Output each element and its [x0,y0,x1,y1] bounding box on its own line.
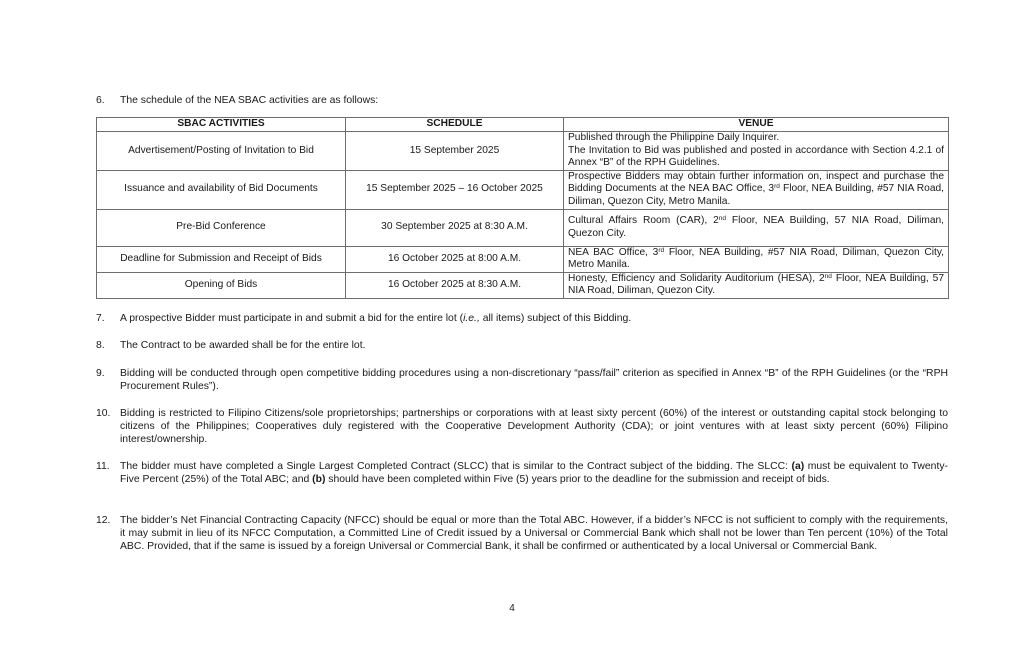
header-venue: VENUE [564,118,949,132]
venue-text: Floor, NEA Building, #57 NIA Road, Diliman, Quezon City, Metro Manila. [568,183,944,207]
bold-text: (b) [312,473,326,485]
venue-text: Floor, NEA Building, 57 NIA Road, Diliman, Quezon City. [568,214,944,239]
venue-text: Cultural Affairs Room (CAR), 2 [568,214,719,226]
list-item-12 [96,515,948,554]
table-row [97,246,949,272]
venue-cell [564,209,949,246]
header-schedule: SCHEDULE [346,118,564,132]
item-number: 9. [96,368,105,379]
item-text: The bidder’s Net Financial Contracting Capacity (NFCC) should be equal or more than the Total ABC. However, if a bidder’s NFCC is not sufficient to comply with the requirements, it may submit in lieu of its NFCC Computation, a Committed Line of Credit issued by a Universal or Commercial Bank which shall not be lower than Ten percent (10%) of the Total ABC. Provided, that if the same is issued by a foreign Universal or Commercial Bank, it shall be confirmed or authenticated by a local Universal or Commercial Bank. [120,515,948,552]
venue-cell [564,170,949,209]
venue-cell [564,132,949,171]
activity-cell: Pre-Bid Conference [97,209,346,246]
venue-cell [564,272,949,298]
sbac-schedule-table [96,117,949,299]
venue-line: Published through the Philippine Daily Inquirer. [568,132,780,143]
ordinal-suffix: rd [774,183,780,191]
item-number: 6. [96,95,105,106]
schedule-cell: 30 September 2025 at 8:30 A.M. [346,209,564,246]
venue-text: Floor, NEA Building, #57 NIA Road, Diliman, Quezon City, Metro Manila. [568,246,944,271]
table-row [97,170,949,209]
schedule-cell: 15 September 2025 [346,132,564,171]
activity-cell: Advertisement/Posting of Invitation to Bid [97,132,346,171]
venue-text: Floor, NEA Building, 57 NIA Road, Diliman, Quezon City. [568,272,944,297]
list-item-11 [96,461,948,487]
list-item-7 [96,313,948,326]
venue-text: Honesty, Efficiency and Solidarity Auditorium (HESA), 2 [568,272,825,284]
item-text: The schedule of the NEA SBAC activities are as follows: [120,95,379,106]
item-text [120,313,948,326]
ordinal-suffix: nd [824,272,832,280]
text-run: A prospective Bidder must participate in and submit a bid for the entire lot ( [120,313,464,324]
item-text: Bidding is restricted to Filipino Citizens/sole proprietorships; partnerships or corporations with at least sixty percent (60%) of the interest or outstanding capital stock belonging to citizens of the Philippines; Cooperatives duly registered with the Cooperative Development Authority (CDA); or joint ventures with at least sixty percent (60%) Filipino interest/ownership. [120,408,948,445]
activity-cell: Issuance and availability of Bid Documents [97,170,346,209]
table-row [97,132,949,171]
ordinal-suffix: nd [718,214,727,222]
item-number: 8. [96,340,105,351]
list-item-9 [96,368,948,394]
text-run: all items) subject of this Bidding. [479,313,632,324]
item-number: 10. [96,408,111,419]
activity-cell: Deadline for Submission and Receipt of Bids [97,246,346,272]
text-run: should have been completed within Five (5) years prior to the deadline for the submission and receipt of bids. [325,473,830,485]
venue-text: Prospective Bidders may obtain further information on, inspect and purchase the Bidding Documents at the NEA BAC Office, 3 [568,170,944,195]
list-item-6 [96,95,948,108]
schedule-cell: 16 October 2025 at 8:30 A.M. [346,272,564,298]
table-row [97,209,949,246]
text-run: must be equivalent to Twenty-Five Percent (25%) of the Total ABC; and [120,461,948,485]
venue-text: NEA BAC Office, 3 [568,246,659,258]
italic-text: i.e., [463,313,480,324]
item-text: Bidding will be conducted through open competitive bidding procedures using a non-discretionary “pass/fail” criterion as specified in Annex “B” of the RPH Guidelines (or the “RPH Procurement Rules”). [120,368,948,392]
venue-line: The Invitation to Bid was published and posted in accordance with Section 4.2.1 of Annex “B” of the RPH Guidelines. [568,144,944,169]
schedule-cell: 16 October 2025 at 8:00 A.M. [346,246,564,272]
header-sbac-activities: SBAC ACTIVITIES [97,118,346,132]
text-run: The bidder must have completed a Single Largest Completed Contract (SLCC) that is similar to the Contract subject of the bidding. The SLCC: [120,461,792,472]
activity-cell: Opening of Bids [97,272,346,298]
table-header-row [97,118,949,132]
item-text [120,461,948,487]
page-number: 4 [509,603,515,614]
item-number: 12. [96,515,111,526]
bold-text: (a) [791,461,805,472]
venue-cell [564,246,949,272]
item-number: 7. [96,313,105,324]
table-row [97,272,949,298]
schedule-cell: 15 September 2025 – 16 October 2025 [346,170,564,209]
list-item-10 [96,408,948,447]
item-number: 11. [96,461,110,472]
item-text: The Contract to be awarded shall be for the entire lot. [120,340,366,351]
ordinal-suffix: rd [658,246,665,254]
list-item-8 [96,340,948,353]
